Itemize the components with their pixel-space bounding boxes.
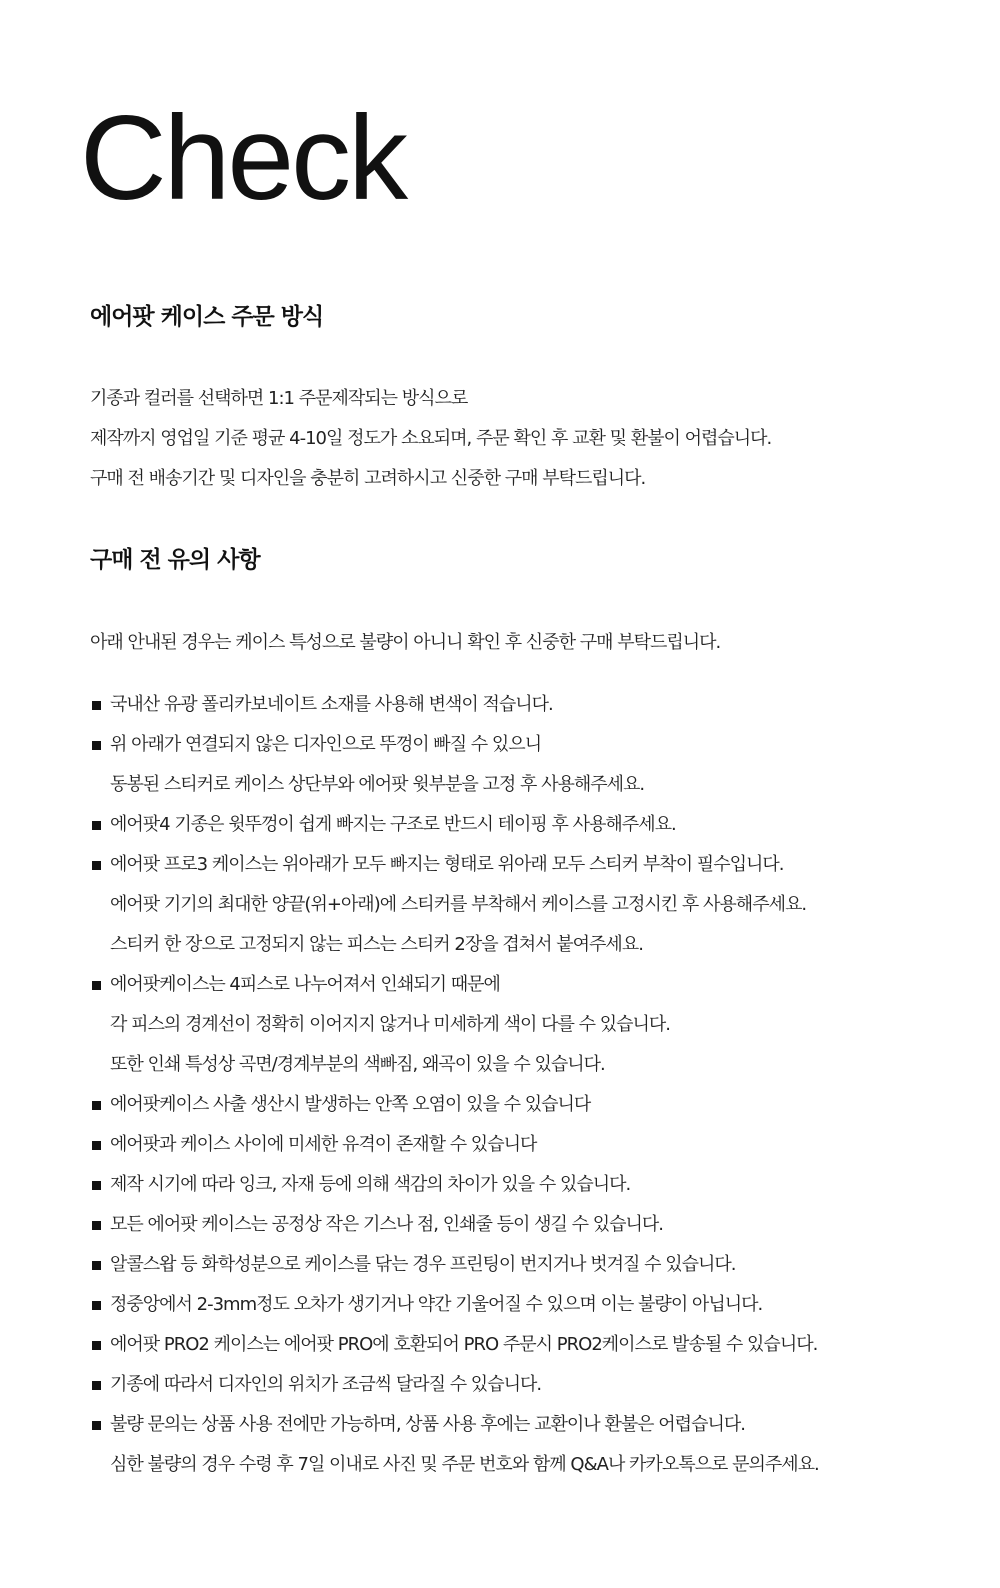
precautions-intro: 아래 안내된 경우는 케이스 특성으로 불량이 아니니 확인 후 신중한 구매 부탁드립니다.	[90, 632, 721, 653]
square-bullet-icon	[92, 701, 101, 710]
order-method-line: 기종과 컬러를 선택하면 1:1 주문제작되는 방식으로	[90, 388, 468, 409]
square-bullet-icon	[92, 1221, 101, 1230]
square-bullet-icon	[92, 1341, 101, 1350]
list-item	[90, 1245, 970, 1285]
list-item-line: 에어팟과 케이스 사이에 미세한 유격이 존재할 수 있습니다	[110, 1134, 537, 1155]
list-item-line: 국내산 유광 폴리카보네이트 소재를 사용해 변색이 적습니다.	[110, 694, 553, 715]
list-item-line: 에어팟 프로3 케이스는 위아래가 모두 빠지는 형태로 위아래 모두 스티커 부착이 필수입니다.	[110, 854, 784, 875]
list-item-line: 알콜스왑 등 화학성분으로 케이스를 닦는 경우 프린팅이 번지거나 벗겨질 수 있습니다.	[110, 1254, 736, 1275]
list-item	[90, 1165, 970, 1205]
square-bullet-icon	[92, 1181, 101, 1190]
list-item	[90, 1205, 970, 1245]
list-item-line: 정중앙에서 2-3mm정도 오차가 생기거나 약간 기울어질 수 있으며 이는 불량이 아닙니다.	[110, 1294, 763, 1315]
square-bullet-icon	[92, 981, 101, 990]
list-item-line: 모든 에어팟 케이스는 공정상 작은 기스나 점, 인쇄줄 등이 생길 수 있습니다.	[110, 1214, 664, 1235]
list-item	[90, 725, 970, 805]
list-item-line: 동봉된 스티커로 케이스 상단부와 에어팟 윗부분을 고정 후 사용해주세요.	[110, 774, 645, 795]
list-item-line: 심한 불량의 경우 수령 후 7일 이내로 사진 및 주문 번호와 함께 Q&A나 카카오톡으로 문의주세요.	[110, 1454, 819, 1475]
list-item	[90, 1285, 970, 1325]
page-title: Check	[80, 91, 406, 225]
order-method-line: 제작까지 영업일 기준 평균 4-10일 정도가 소요되며, 주문 확인 후 교환 및 환불이 어렵습니다.	[90, 428, 772, 449]
square-bullet-icon	[92, 1301, 101, 1310]
precautions-list	[90, 685, 970, 1485]
list-item-line: 또한 인쇄 특성상 곡면/경계부분의 색빠짐, 왜곡이 있을 수 있습니다.	[110, 1054, 605, 1075]
list-item	[90, 1405, 970, 1485]
list-item-line: 에어팟 PRO2 케이스는 에어팟 PRO에 호환되어 PRO 주문시 PRO2케이스로 발송될 수 있습니다.	[110, 1334, 818, 1355]
list-item	[90, 805, 970, 845]
list-item-line: 에어팟 기기의 최대한 양끝(위+아래)에 스티커를 부착해서 케이스를 고정시킨 후 사용해주세요.	[110, 894, 807, 915]
list-item	[90, 965, 970, 1085]
list-item-line: 스티커 한 장으로 고정되지 않는 피스는 스티커 2장을 겹쳐서 붙여주세요.	[110, 934, 643, 955]
list-item	[90, 1125, 970, 1165]
list-item-line: 에어팟케이스는 4피스로 나누어져서 인쇄되기 때문에	[110, 974, 500, 995]
list-item	[90, 845, 970, 965]
list-item-line: 제작 시기에 따라 잉크, 자재 등에 의해 색감의 차이가 있을 수 있습니다.	[110, 1174, 631, 1195]
precautions-heading: 구매 전 유의 사항	[90, 547, 260, 573]
order-method-heading: 에어팟 케이스 주문 방식	[90, 304, 324, 330]
list-item-line: 위 아래가 연결되지 않은 디자인으로 뚜껑이 빠질 수 있으니	[110, 734, 542, 755]
order-method-line: 구매 전 배송기간 및 디자인을 충분히 고려하시고 신중한 구매 부탁드립니다.	[90, 468, 646, 489]
list-item-line: 불량 문의는 상품 사용 전에만 가능하며, 상품 사용 후에는 교환이나 환불은 어렵습니다.	[110, 1414, 745, 1435]
square-bullet-icon	[92, 1261, 101, 1270]
precautions-section	[90, 540, 970, 1485]
square-bullet-icon	[92, 1141, 101, 1150]
order-method-text	[90, 379, 970, 499]
square-bullet-icon	[92, 1101, 101, 1110]
list-item-line: 에어팟4 기종은 윗뚜껑이 쉽게 빠지는 구조로 반드시 테이핑 후 사용해주세요.	[110, 814, 676, 835]
list-item	[90, 1085, 970, 1125]
list-item-line: 기종에 따라서 디자인의 위치가 조금씩 달라질 수 있습니다.	[110, 1374, 542, 1395]
square-bullet-icon	[92, 821, 101, 830]
list-item-line: 각 피스의 경계선이 정확히 이어지지 않거나 미세하게 색이 다를 수 있습니다.	[110, 1014, 670, 1035]
square-bullet-icon	[92, 1421, 101, 1430]
square-bullet-icon	[92, 1381, 101, 1390]
list-item	[90, 1325, 970, 1365]
square-bullet-icon	[92, 861, 101, 870]
order-method-section	[90, 297, 970, 499]
list-item	[90, 1365, 970, 1405]
list-item	[90, 685, 970, 725]
list-item-line: 에어팟케이스 사출 생산시 발생하는 안쪽 오염이 있을 수 있습니다	[110, 1094, 591, 1115]
square-bullet-icon	[92, 741, 101, 750]
